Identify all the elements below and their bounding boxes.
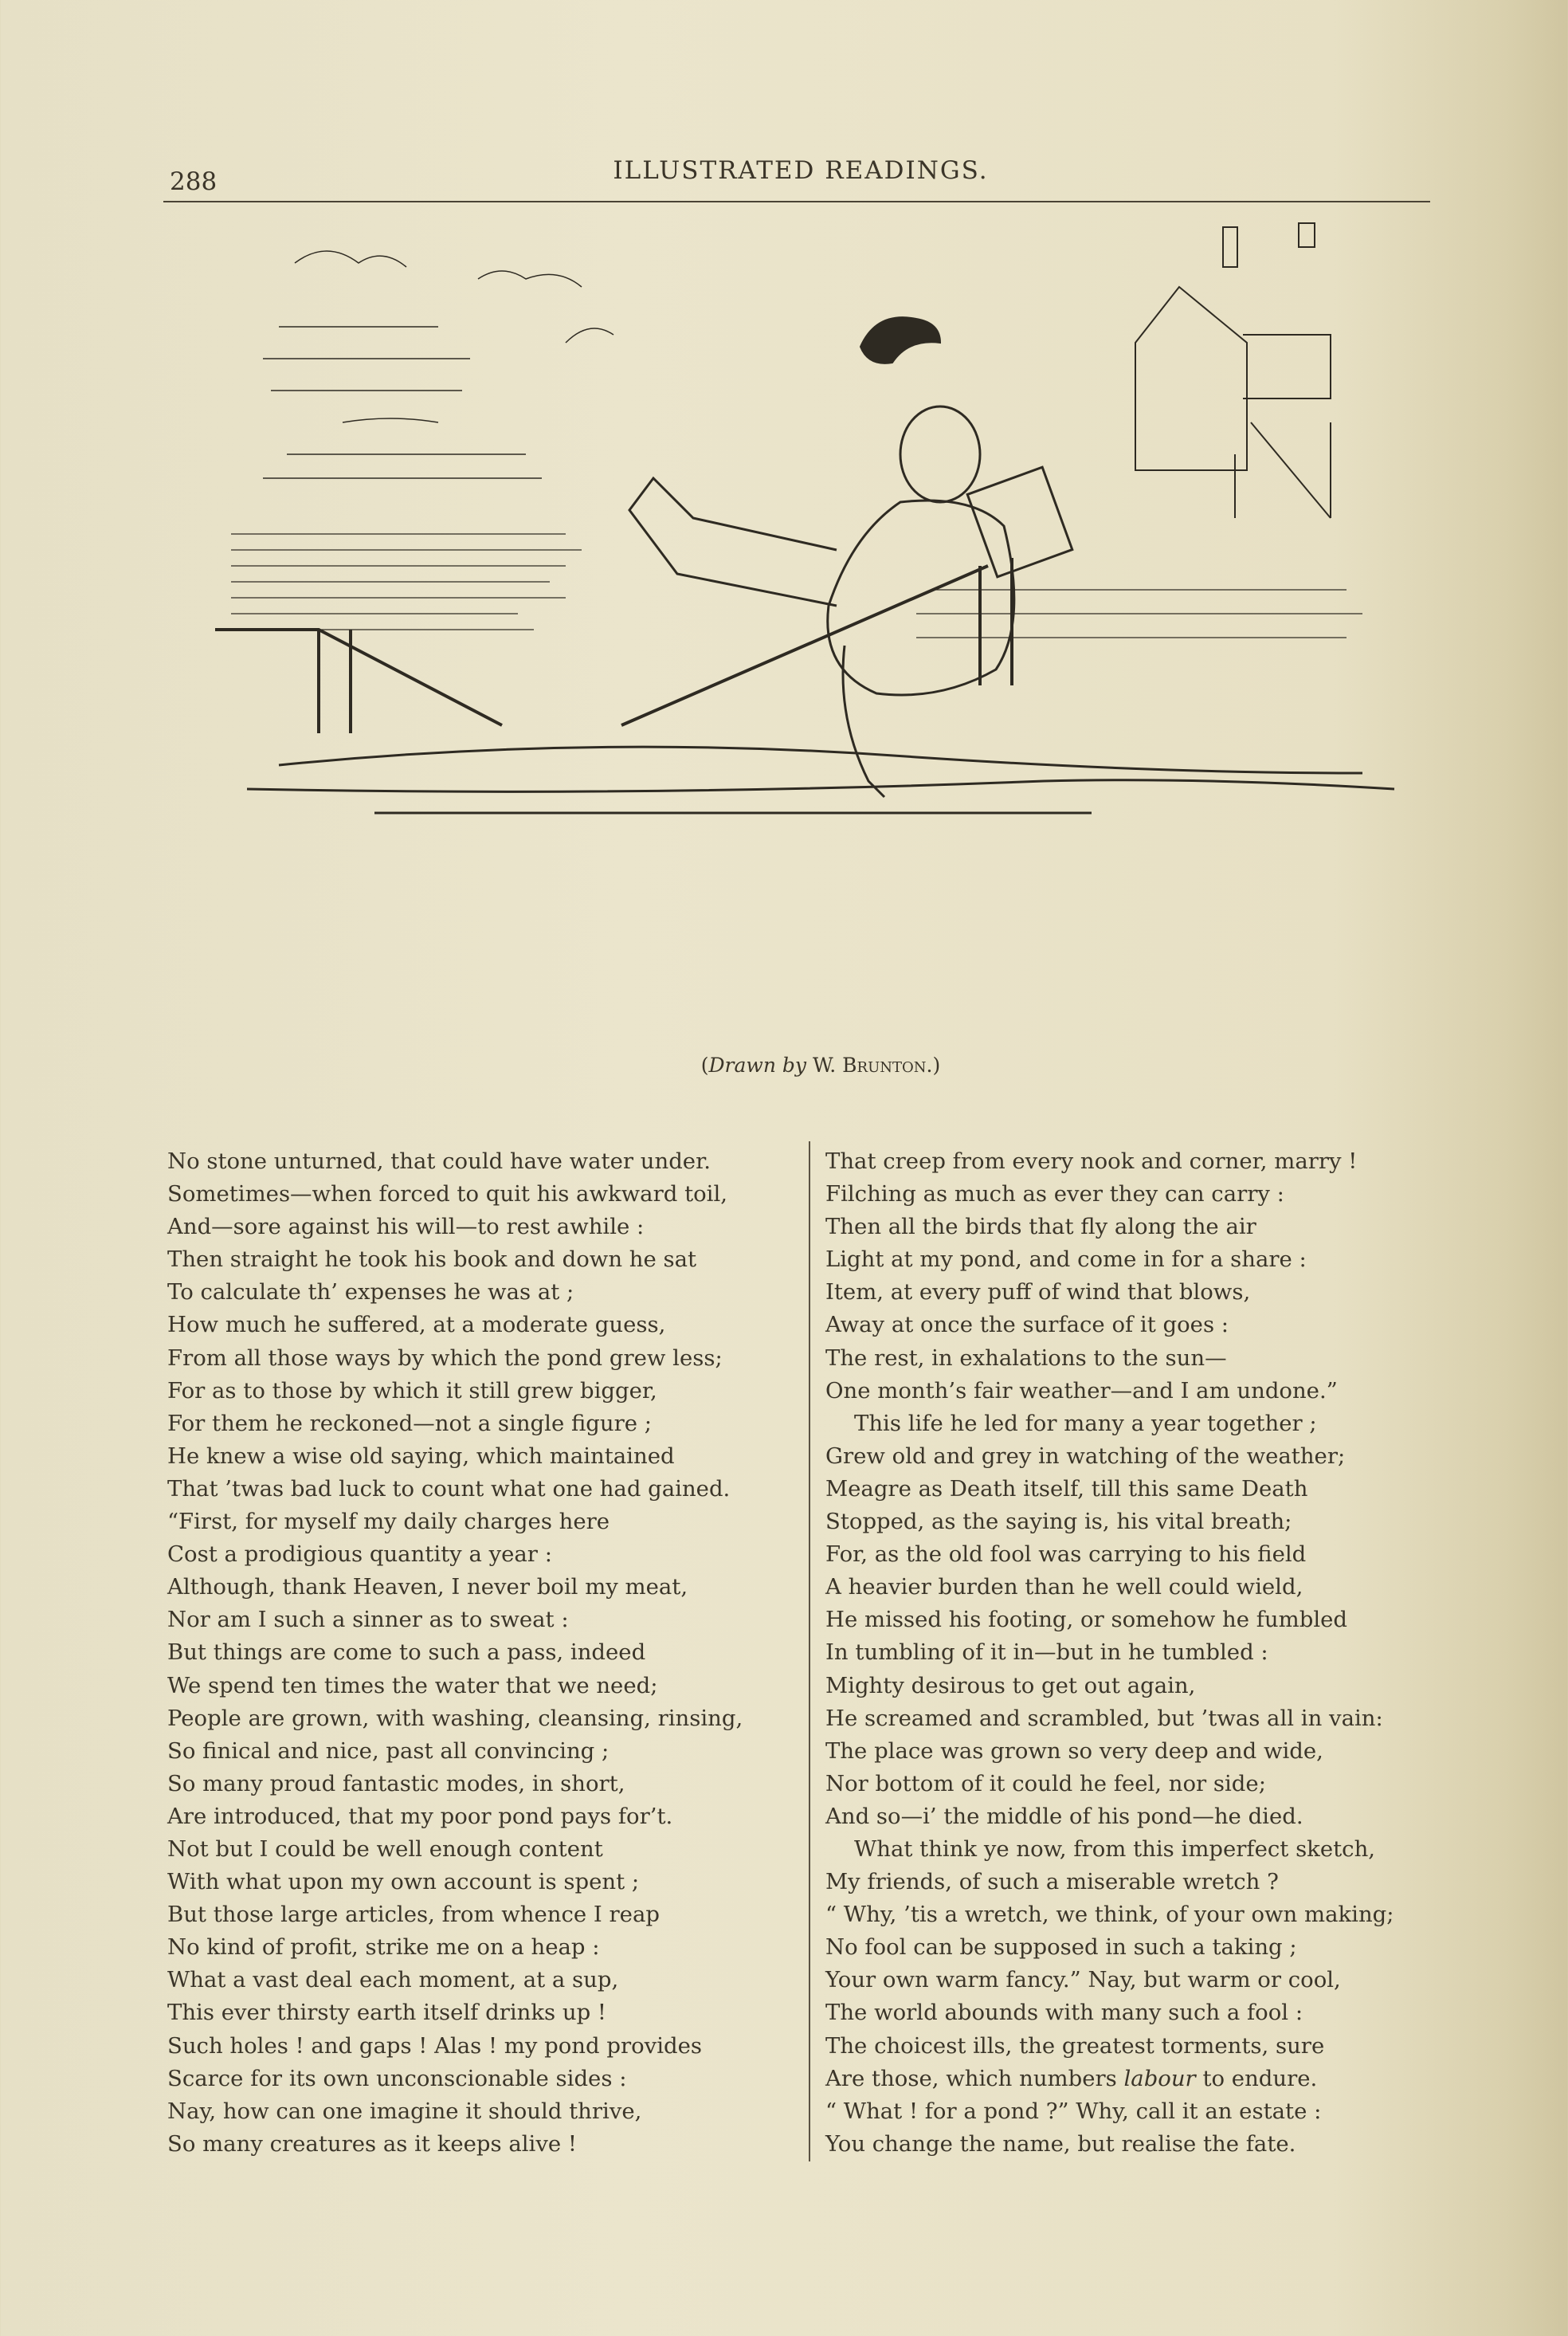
- verse-text: Are those, which numbers: [825, 2065, 1124, 2091]
- sky-clouds: [263, 251, 613, 478]
- verse-text: Away at once the surface of it goes :: [825, 1312, 1229, 1338]
- verse-text: So many proud fantastic modes, in short,: [167, 1770, 625, 1796]
- verse-line: [167, 1178, 743, 1211]
- verse-text: In tumbling of it in—but in he tumbled :: [825, 1639, 1268, 1666]
- verse-text: Not but I could be well enough content: [167, 1835, 603, 1862]
- verse-line: [825, 1735, 1394, 1768]
- verse-line: [167, 1636, 743, 1669]
- poem-left-column: [167, 1145, 743, 2161]
- verse-text: My friends, of such a miserable wretch ?: [825, 1869, 1279, 1895]
- verse-line: [167, 1768, 743, 1800]
- verse-text: That creep from every nook and corner, marry !: [825, 1148, 1358, 1174]
- verse-text: To calculate th’ expenses he was at ;: [167, 1279, 574, 1305]
- caption-open: (: [700, 1054, 709, 1077]
- verse-line: [167, 1342, 743, 1375]
- verse-text: For them he reckoned—not a single figure ;: [167, 1410, 653, 1436]
- verse-text: For, as the old fool was carrying to his field: [825, 1541, 1307, 1568]
- verse-line: [167, 1800, 743, 1833]
- verse-line: [167, 1243, 743, 1276]
- header-rule: [163, 201, 1430, 202]
- verse-line: [167, 1898, 743, 1931]
- verse-text: We spend ten times the water that we need;: [167, 1672, 658, 1698]
- verse-line: [167, 1866, 743, 1898]
- verse-line: [825, 1342, 1394, 1375]
- verse-line: [825, 1375, 1394, 1407]
- verse-text: That ’twas bad luck to count what one had gained.: [167, 1475, 731, 1502]
- illustration-engraving: [215, 215, 1402, 1044]
- verse-text: From all those ways by which the pond grew less;: [167, 1345, 723, 1371]
- verse-line: [167, 1931, 743, 1964]
- verse-text: Are introduced, that my poor pond pays for’t.: [167, 1803, 673, 1829]
- verse-text: “First, for myself my daily charges here: [167, 1509, 610, 1535]
- page-number: 288: [170, 167, 218, 196]
- verse-line: [825, 1964, 1394, 1996]
- verse-text: Your own warm fancy.” Nay, but warm or cool,: [825, 1967, 1341, 1993]
- verse-text: The place was grown so very deep and wide,: [825, 1737, 1323, 1764]
- verse-text: Light at my pond, and come in for a share :: [825, 1247, 1307, 1273]
- verse-text: A heavier burden than he well could wield,: [825, 1574, 1303, 1600]
- caption-drawn-by: Drawn by: [708, 1054, 806, 1077]
- verse-text: Meagre as Death itself, till this same Death: [825, 1475, 1308, 1502]
- verse-line: [167, 1670, 743, 1702]
- verse-line: [825, 1571, 1394, 1604]
- verse-text: Cost a prodigious quantity a year :: [167, 1541, 552, 1568]
- verse-line: [167, 1571, 743, 1604]
- verse-line: [825, 1145, 1394, 1178]
- verse-line: [825, 2095, 1394, 2128]
- verse-line: [167, 1604, 743, 1636]
- verse-line: [167, 1833, 743, 1866]
- verse-text: He knew a wise old saying, which maintained: [167, 1443, 675, 1469]
- verse-line: [167, 1440, 743, 1473]
- verse-line: [825, 1440, 1394, 1473]
- verse-text: No kind of profit, strike me on a heap :: [167, 1934, 600, 1961]
- verse-line: [825, 2063, 1394, 2095]
- verse-line: [167, 2128, 743, 2161]
- verse-line: [167, 1996, 743, 2029]
- verse-line: [167, 1473, 743, 1506]
- verse-line: [825, 2030, 1394, 2063]
- broken-plank: [215, 558, 1012, 733]
- hat-icon: [860, 317, 940, 363]
- verse-line: [825, 2128, 1394, 2161]
- verse-text: He missed his footing, or somehow he fumbled: [825, 1607, 1347, 1633]
- verse-line: [825, 1309, 1394, 1341]
- verse-text: People are grown, with washing, cleansing, rinsing,: [167, 1705, 743, 1731]
- verse-text: Such holes ! and gaps ! Alas ! my pond provides: [167, 2032, 702, 2059]
- verse-line: [825, 1407, 1394, 1440]
- verse-text: The rest, in exhalations to the sun—: [825, 1345, 1227, 1371]
- verse-line: [825, 1768, 1394, 1800]
- verse-text: The choicest ills, the greatest torments, sure: [825, 2032, 1325, 2059]
- verse-text: How much he suffered, at a moderate guess,: [167, 1312, 666, 1338]
- verse-text: One month’s fair weather—and I am undone.”: [825, 1377, 1338, 1404]
- verse-line: [825, 1473, 1394, 1506]
- verse-text: What a vast deal each moment, at a sup,: [167, 1967, 619, 1993]
- verse-text: Grew old and grey in watching of the weather;: [825, 1443, 1346, 1469]
- verse-text: But things are come to such a pass, indeed: [167, 1639, 646, 1666]
- verse-text: Sometimes—when forced to quit his awkward toil,: [167, 1181, 728, 1207]
- verse-line: [825, 1866, 1394, 1898]
- verse-text: And so—i’ the middle of his pond—he died.: [825, 1803, 1303, 1829]
- verse-text: He screamed and scrambled, but ’twas all in vain:: [825, 1705, 1383, 1731]
- verse-line: [825, 1702, 1394, 1735]
- verse-line: [825, 1538, 1394, 1571]
- verse-text: Item, at every puff of wind that blows,: [825, 1279, 1251, 1305]
- verse-text: What think ye now, from this imperfect sketch,: [854, 1835, 1376, 1862]
- verse-text: Then straight he took his book and down he sat: [167, 1247, 697, 1273]
- verse-text: Nor am I such a sinner as to sweat :: [167, 1607, 569, 1633]
- verse-text-continued: to endure.: [1195, 2065, 1318, 2091]
- running-title: ILLUSTRATED READINGS.: [613, 156, 989, 185]
- verse-line: [167, 2063, 743, 2095]
- verse-line: [167, 1309, 743, 1341]
- verse-line: [167, 1407, 743, 1440]
- verse-line: [167, 1735, 743, 1768]
- verse-line: [167, 1276, 743, 1309]
- verse-text: Mighty desirous to get out again,: [825, 1672, 1196, 1698]
- verse-line: [825, 1243, 1394, 1276]
- illustration-caption: [0, 1054, 1568, 1077]
- hatched-field: [231, 534, 1362, 638]
- verse-line: [825, 1996, 1394, 2029]
- verse-line: [825, 1898, 1394, 1931]
- verse-text: So many creatures as it keeps alive !: [167, 2130, 577, 2157]
- verse-line: [825, 1506, 1394, 1538]
- verse-text: Nay, how can one imagine it should thrive,: [167, 2098, 642, 2124]
- verse-line: [167, 2095, 743, 2128]
- verse-text: You change the name, but realise the fate.: [825, 2130, 1296, 2157]
- caption-close: ): [932, 1054, 941, 1077]
- house: [1135, 223, 1331, 518]
- verse-line: [167, 1506, 743, 1538]
- verse-line: [825, 1276, 1394, 1309]
- verse-text: With what upon my own account is spent ;: [167, 1869, 640, 1895]
- verse-line: [167, 1211, 743, 1243]
- verse-text: Stopped, as the saying is, his vital breath;: [825, 1509, 1292, 1535]
- verse-text: No stone unturned, that could have water under.: [167, 1148, 711, 1174]
- verse-line: [825, 1604, 1394, 1636]
- verse-text: “ What ! for a pond ?” Why, call it an estate :: [825, 2098, 1322, 2124]
- verse-text: So finical and nice, past all convincing ;: [167, 1737, 610, 1764]
- pond-water: [247, 747, 1394, 813]
- verse-line: [167, 1145, 743, 1178]
- verse-text: Nor bottom of it could he feel, nor side;: [825, 1770, 1266, 1796]
- verse-text: Although, thank Heaven, I never boil my meat,: [167, 1574, 688, 1600]
- verse-line: [825, 1178, 1394, 1211]
- verse-line: [167, 1702, 743, 1735]
- verse-line: [825, 1800, 1394, 1833]
- verse-line: [825, 1931, 1394, 1964]
- verse-line: [825, 1670, 1394, 1702]
- verse-emphasis: labour: [1123, 2065, 1196, 2091]
- verse-text: Filching as much as ever they can carry :: [825, 1181, 1284, 1207]
- verse-text: Scarce for its own unconscionable sides :: [167, 2065, 627, 2091]
- verse-line: [167, 1375, 743, 1407]
- verse-text: No fool can be supposed in such a taking ;: [825, 1934, 1297, 1961]
- verse-text: Then all the birds that fly along the air: [825, 1214, 1256, 1240]
- verse-text: This ever thirsty earth itself drinks up !: [167, 2000, 606, 2026]
- verse-text: But those large articles, from whence I reap: [167, 1902, 660, 1928]
- verse-line: [825, 1833, 1394, 1866]
- verse-line: [167, 1964, 743, 1996]
- verse-text: And—sore against his will—to rest awhile :: [167, 1214, 645, 1240]
- caption-artist: W. Brunton.: [812, 1054, 933, 1077]
- verse-line: [825, 1211, 1394, 1243]
- verse-line: [825, 1636, 1394, 1669]
- verse-text: The world abounds with many such a fool :: [825, 2000, 1303, 2026]
- poem-right-column: [825, 1145, 1394, 2161]
- verse-line: [167, 1538, 743, 1571]
- verse-text: For as to those by which it still grew bigger,: [167, 1377, 657, 1404]
- verse-text: “ Why, ’tis a wretch, we think, of your own making;: [825, 1902, 1394, 1928]
- verse-line: [167, 2030, 743, 2063]
- column-divider: [809, 1141, 810, 2161]
- falling-man: [629, 406, 1072, 797]
- verse-text: This life he led for many a year together ;: [854, 1410, 1317, 1436]
